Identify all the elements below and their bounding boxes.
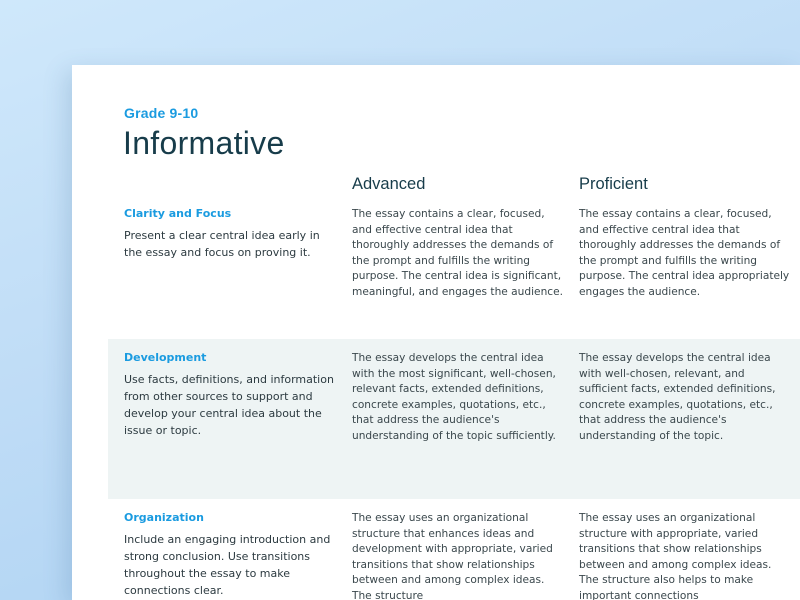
- rubric-sheet: [72, 65, 800, 600]
- criterion-description: Present a clear central idea early in the essay and focus on proving it.: [124, 229, 320, 259]
- rubric-row-clarity: [108, 195, 800, 338]
- advanced-cell: The essay contains a clear, focused, and effective central idea that thoroughly addresses the demands of the prompt and fulfills the writing purpose. The central idea is significant, meaningful, and engages the audience.: [352, 208, 563, 298]
- proficient-cell: The essay contains a clear, focused, and effective central idea that thoroughly addresses the demands of the prompt and fulfills the writing purpose. The central idea appropriately engages the audience.: [579, 208, 790, 298]
- page-title: Informative: [123, 125, 285, 161]
- rubric-row-development: [108, 339, 800, 499]
- criterion-name: Development: [124, 351, 207, 364]
- criterion: [124, 351, 334, 439]
- rubric-row-organization: [108, 499, 800, 600]
- advanced-cell: The essay develops the central idea with the most significant, well-chosen, relevant facts, extended definitions, concrete examples, quotations, etc., that address the audience's understanding of the topic sufficiently.: [352, 352, 556, 442]
- criterion: [124, 511, 334, 599]
- proficient-cell: The essay uses an organizational structure with appropriate, varied transitions that show relationships between and among complex ideas. The structure also helps to make important connections: [579, 512, 772, 600]
- grade-label: Grade 9-10: [124, 105, 199, 121]
- criterion: [124, 207, 334, 261]
- criterion-description: Use facts, definitions, and information from other sources to support and develop your central idea about the issue or topic.: [124, 373, 334, 437]
- column-header-advanced: Advanced: [352, 175, 426, 193]
- criterion-name: Organization: [124, 511, 204, 524]
- column-header-proficient: Proficient: [579, 175, 648, 193]
- criterion-description: Include an engaging introduction and strong conclusion. Use transitions throughout the essay to make connections clear.: [124, 533, 331, 597]
- advanced-cell: The essay uses an organizational structure that enhances ideas and development with appropriate, varied transitions that show relationships between and among complex ideas. The structure: [352, 512, 553, 600]
- criterion-name: Clarity and Focus: [124, 207, 232, 220]
- proficient-cell: The essay develops the central idea with well-chosen, relevant, and sufficient facts, extended definitions, concrete examples, quotations, etc., that address the audience's understanding of the topic.: [579, 352, 776, 442]
